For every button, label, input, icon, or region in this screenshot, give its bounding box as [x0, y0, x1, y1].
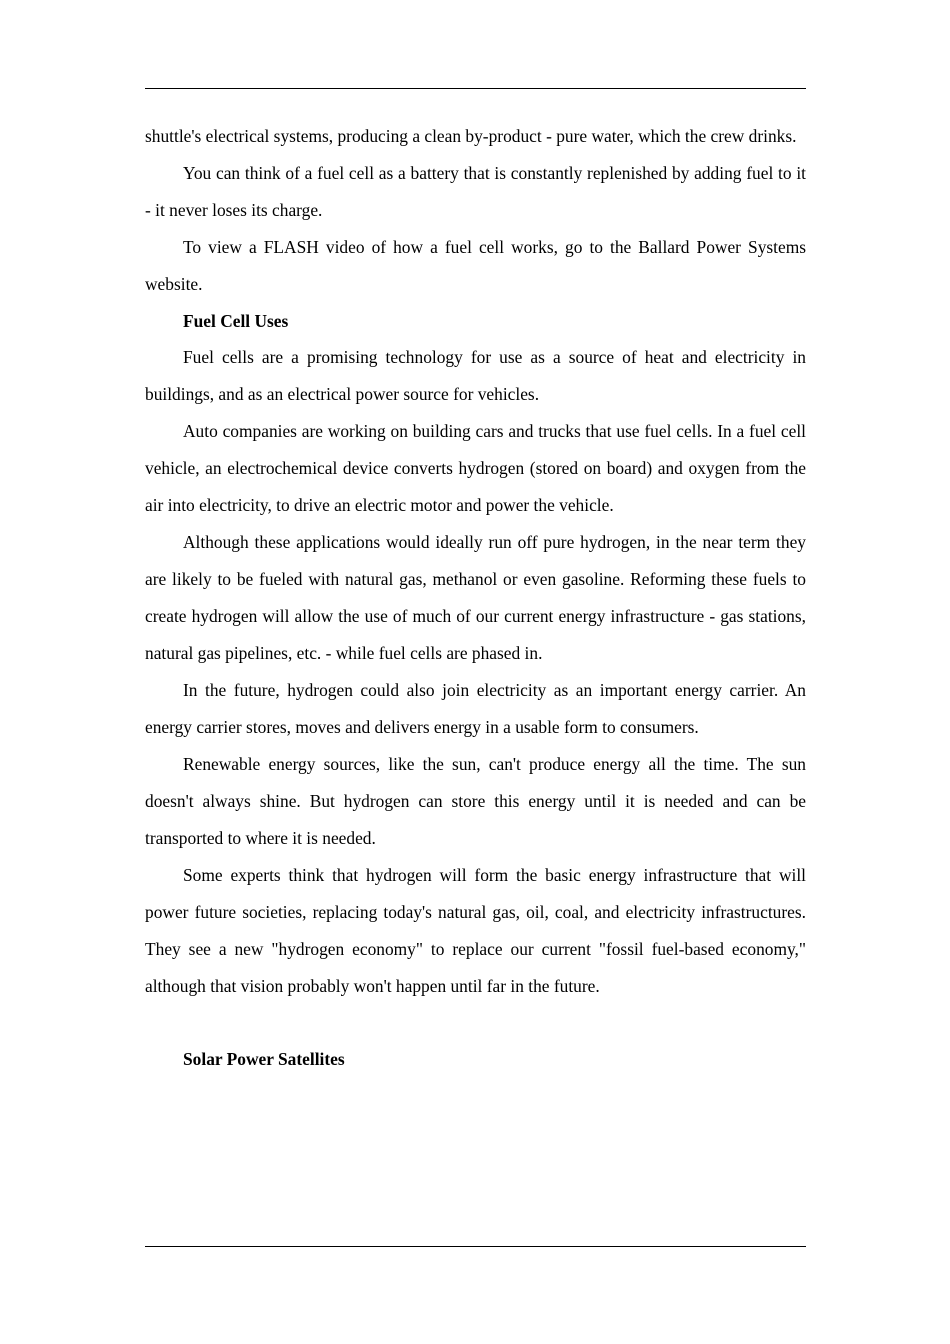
paragraph: Renewable energy sources, like the sun, can't produce energy all the time. The sun doesn't always shine. But hydrogen can store this energy until it is needed and can be transported to where it is needed.	[145, 754, 806, 848]
paragraph: You can think of a fuel cell as a battery that is constantly replenished by adding fuel to it - it never loses its charge.	[145, 163, 806, 220]
paragraph: In the future, hydrogen could also join electricity as an important energy carrier. An energy carrier stores, moves and delivers energy in a usable form to consumers.	[145, 680, 806, 737]
header-rule	[145, 88, 806, 89]
paragraph: Some experts think that hydrogen will form the basic energy infrastructure that will power future societies, replacing today's natural gas, oil, coal, and electricity infrastructures. They see a new "hydrogen economy" to replace our current "fossil fuel-based economy," although that vision probably won't happen until far in the future.	[145, 865, 806, 996]
page-body	[145, 118, 806, 1077]
paragraph: Although these applications would ideally run off pure hydrogen, in the near term they are likely to be fueled with natural gas, methanol or even gasoline. Reforming these fuels to create hydrogen will allow the use of much of our current energy infrastructure - gas stations, natural gas pipelines, etc. - while fuel cells are phased in.	[145, 532, 806, 663]
section-heading-solar-power-satellites: Solar Power Satellites	[183, 1049, 345, 1069]
section-heading-fuel-cell-uses: Fuel Cell Uses	[183, 311, 289, 331]
paragraph: Auto companies are working on building cars and trucks that use fuel cells. In a fuel cell vehicle, an electrochemical device converts hydrogen (stored on board) and oxygen from the air into electricity, to drive an electric motor and power the vehicle.	[145, 421, 806, 515]
footer-rule	[145, 1246, 806, 1247]
paragraph: To view a FLASH video of how a fuel cell works, go to the Ballard Power Systems website.	[145, 237, 806, 294]
paragraph-continued: shuttle's electrical systems, producing a clean by-product - pure water, which the crew drinks.	[145, 126, 797, 146]
paragraph: Fuel cells are a promising technology for use as a source of heat and electricity in buildings, and as an electrical power source for vehicles.	[145, 347, 806, 404]
